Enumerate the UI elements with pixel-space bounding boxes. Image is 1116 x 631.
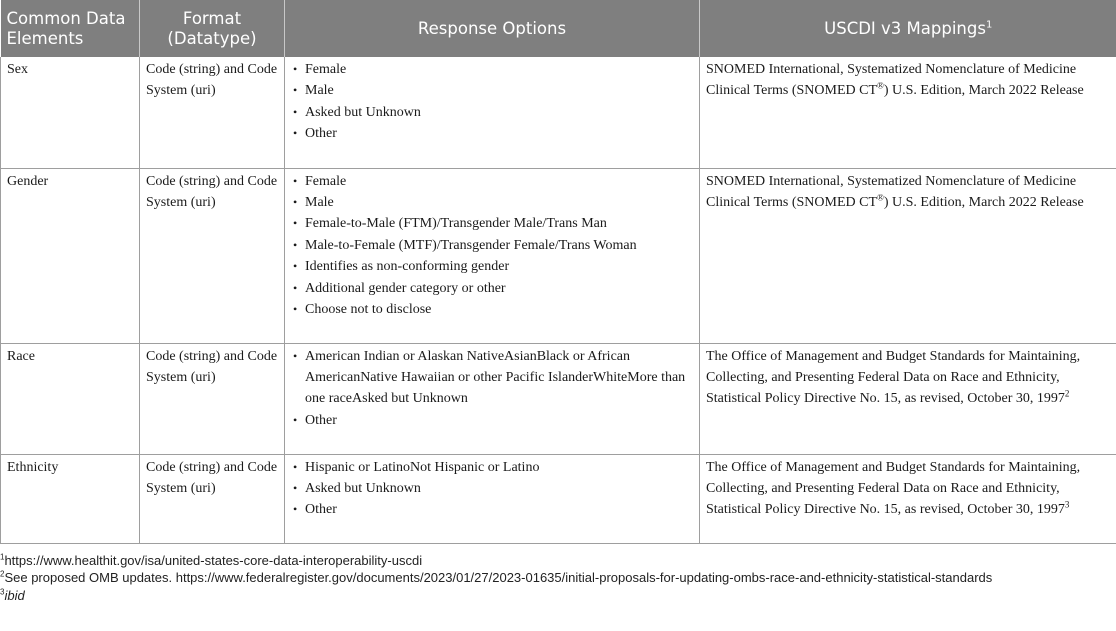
header-row [1,0,1116,57]
mapping-text: SNOMED International, Systematized Nomenclature of Medicine Clinical Terms (SNOMED CT [706,173,1077,210]
response-options-list [291,59,693,145]
cell-element: Ethnicity [1,454,140,543]
footnote-mark: 2 [0,569,5,579]
cell-options [285,57,700,168]
header-format [140,0,285,57]
header-response-options: Response Options [285,0,700,57]
footnote-marker: 3 [1064,499,1070,510]
footnote-1 [0,552,1116,570]
footnote-mark: 1 [0,552,5,562]
cell-mapping [700,168,1116,343]
mapping-text: The Office of Management and Budget Standards for Maintaining, Collecting, and Presenting Federal Data on Race and Ethnicity, Statistical Policy Directive No. 15, as revised, October 30, 1997 [706,348,1081,407]
list-item: • Female-to-Male (FTM)/Transgender Male/Trans Man [305,213,693,234]
header-uscdi-mappings-label: USCDI v3 Mappings [824,18,986,38]
list-item: • Other [305,499,693,520]
cell-mapping [700,343,1116,454]
list-item: • Male [305,192,693,213]
list-item: • Asked but Unknown [305,102,693,123]
footnote-marker: 2 [1064,388,1070,399]
header-uscdi-mappings [700,0,1116,57]
cell-element: Race [1,343,140,454]
cell-element: Sex [1,57,140,168]
table-row [1,168,1116,343]
registered-mark: ® [877,80,884,91]
list-item: • Identifies as non-conforming gender [305,256,693,277]
footnotes [0,544,1116,605]
registered-mark: ® [877,192,884,203]
list-item: • Male [305,80,693,101]
footnote-ibid: ibid [4,587,25,603]
footnote-mark: 3 [0,587,5,597]
cell-mapping [700,57,1116,168]
mapping-text-end: ) U.S. Edition, March 2022 Release [883,194,1084,210]
cell-options [285,343,700,454]
response-options-list [291,457,693,521]
list-item: • Additional gender category or other [305,278,693,299]
cell-format: Code (string) and Code System (uri) [140,168,285,343]
cell-options [285,454,700,543]
response-options-list [291,346,693,432]
table-header [1,0,1116,57]
list-item: • Female [305,171,693,192]
list-item: • Asked but Unknown [305,478,693,499]
list-item: • Choose not to disclose [305,299,693,320]
cell-options [285,168,700,343]
list-item: • Hispanic or LatinoNot Hispanic or Latino [305,457,693,478]
list-item: • Other [305,123,693,144]
list-item: • Male-to-Female (MTF)/Transgender Female/Trans Woman [305,235,693,256]
table-body [1,57,1116,543]
list-item: • Female [305,59,693,80]
list-item: • Other [305,410,693,431]
cell-mapping [700,454,1116,543]
cell-format: Code (string) and Code System (uri) [140,343,285,454]
table-row [1,454,1116,543]
header-footnote-marker: 1 [985,19,993,30]
table-row [1,343,1116,454]
header-common-data-elements: Common Data Elements [1,0,140,57]
footnote-2 [0,569,1116,587]
header-format-line1: Format [182,8,242,28]
cell-format: Code (string) and Code System (uri) [140,454,285,543]
cell-format: Code (string) and Code System (uri) [140,57,285,168]
footnote-3 [0,587,1116,605]
mapping-text-end: ) U.S. Edition, March 2022 Release [883,83,1084,99]
footnote-text: See proposed OMB updates. https://www.federalregister.gov/documents/2023/01/27/2023-01635/initial-proposals-for-updating-ombs-race-and-ethnicity-statistical-standards [4,570,993,585]
footnote-link-text[interactable]: https://www.healthit.gov/isa/united-states-core-data-interoperability-uscdi [4,552,423,568]
response-options-list [291,171,693,321]
list-item: • American Indian or Alaskan NativeAsianBlack or African AmericanNative Hawaiian or other Pacific IslanderWhiteMore than one raceAsked but Unknown [305,346,693,410]
header-format-line2: (Datatype) [167,28,257,48]
mapping-text: The Office of Management and Budget Standards for Maintaining, Collecting, and Presenting Federal Data on Race and Ethnicity, Statistical Policy Directive No. 15, as revised, October 30, 1997 [706,459,1081,518]
table-row [1,57,1116,168]
cell-element: Gender [1,168,140,343]
mapping-text: SNOMED International, Systematized Nomenclature of Medicine Clinical Terms (SNOMED CT [706,62,1077,99]
